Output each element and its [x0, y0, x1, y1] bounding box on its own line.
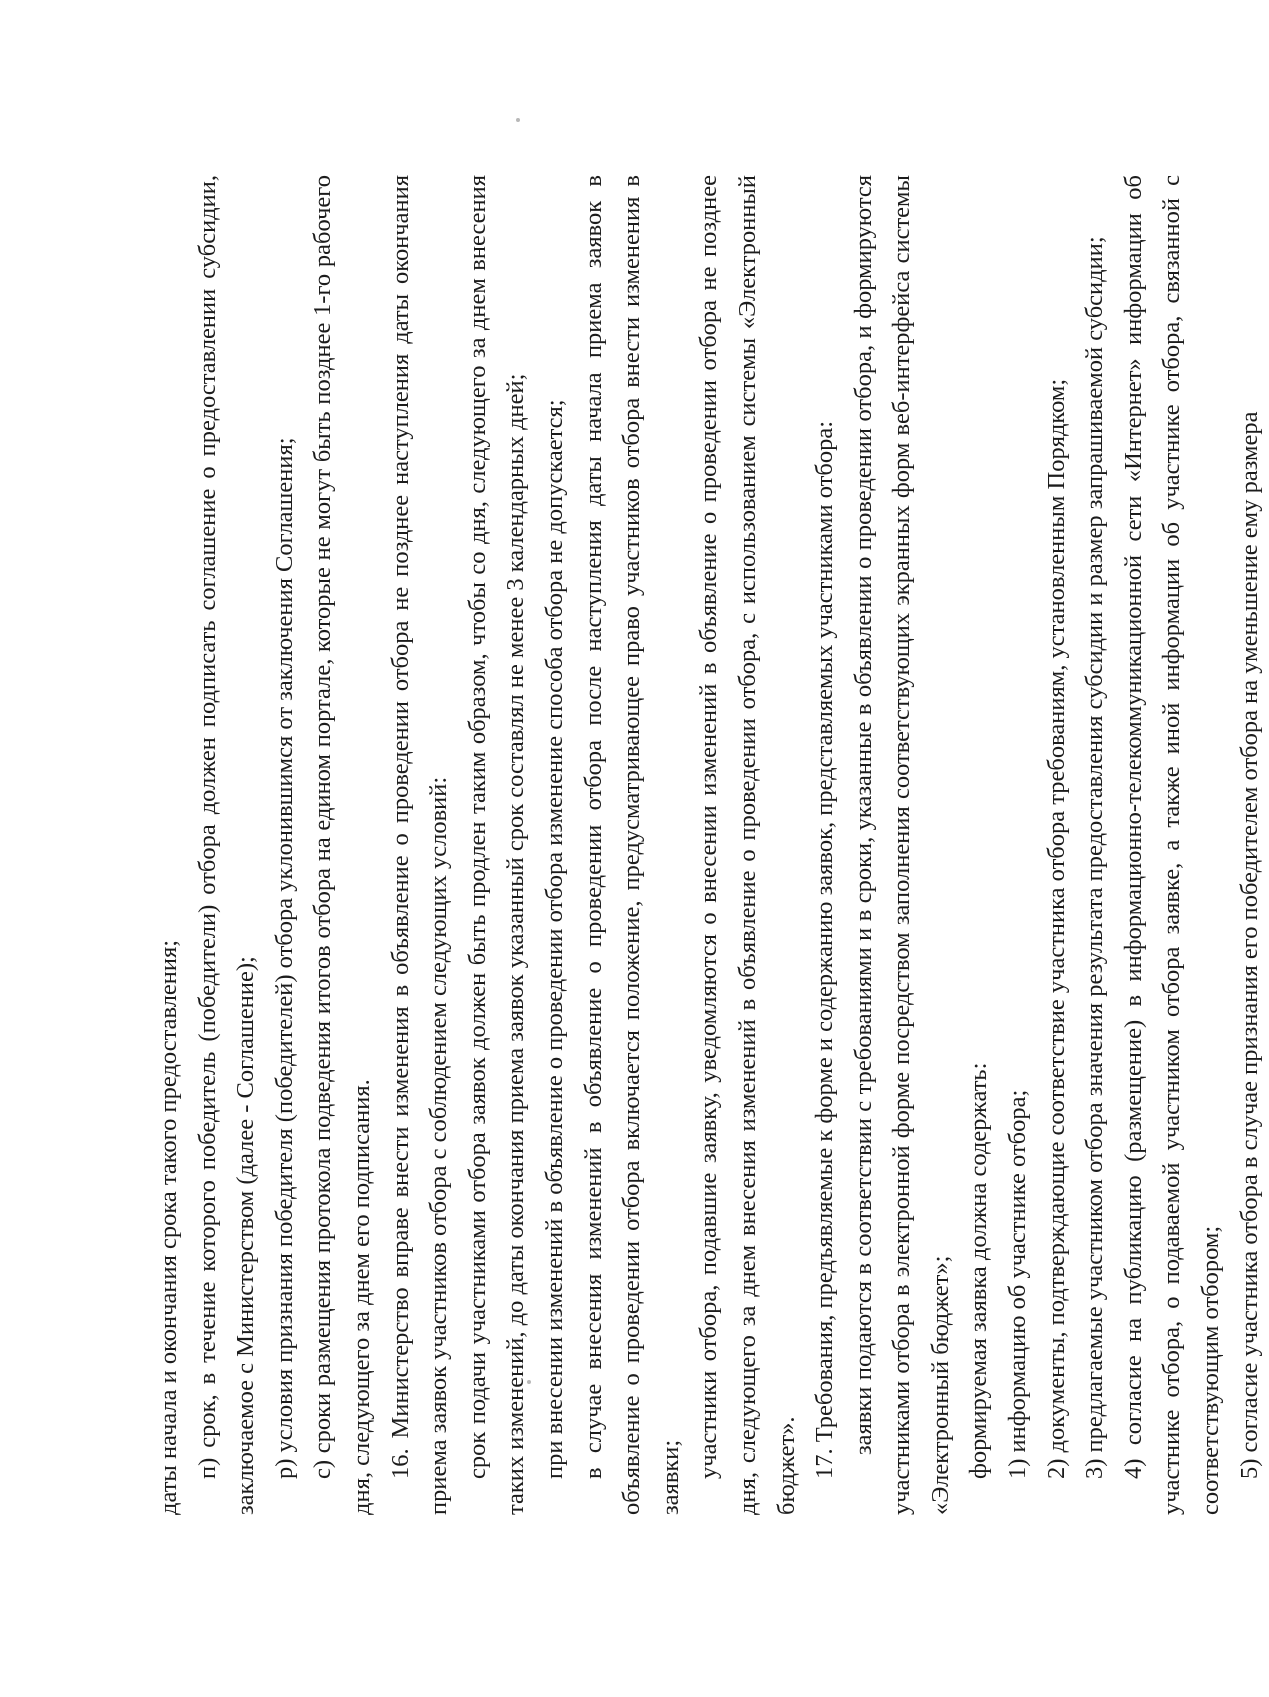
- paragraph: р) условия признания победителя (победителей) отбора уклонившимся от заключения Соглашения;: [270, 437, 298, 1479]
- paragraph: 2) документы, подтверждающие соответствие участника отбора требованиям, установленным Порядком;: [1042, 378, 1070, 1479]
- paragraph: срок подачи участниками отбора заявок должен быть продлен таким образом, чтобы со дня, следующего за днем внесения таких изменений, до даты окончания приема заявок указанный срок составлял не менее 3 календарных дней;: [463, 175, 530, 1515]
- paragraph: заявки подаются в соответствии с требованиями и в сроки, указанные в объявлении о проведении отбора, и формируются участниками отбора в электронной форме посредством заполнения соответствующих экранных форм веб-интерфейса системы «Электронный бюджет»;: [849, 175, 954, 1515]
- paragraph: 3) предлагаемые участником отбора значения результата предоставления субсидии и размер запрашиваемой субсидии;: [1081, 236, 1109, 1479]
- paragraph: с) сроки размещения протокола подведения итогов отбора на едином портале, которые не могут быть позднее 1-го рабочего дня, следующего за днем его подписания.: [309, 175, 375, 1515]
- paragraph: при внесении изменений в объявление о проведении отбора изменение способа отбора не допускается;: [540, 399, 568, 1479]
- scan-speck: [516, 118, 520, 122]
- paragraph: п) срок, в течение которого победитель (победители) отбора должен подписать соглашение о предоставлении субсидии, заключаемое с Министерством (далее - Соглашение);: [193, 175, 260, 1515]
- paragraph: 1) информацию об участнике отбора;: [1004, 1089, 1032, 1479]
- paragraph: 17. Требования, предъявляемые к форме и содержанию заявок, представляемых участниками отбора:: [811, 421, 839, 1479]
- document-text-block: [150, 175, 1263, 1515]
- paragraph: 5) согласие участника отбора в случае признания его победителем отбора на уменьшение ему размера: [1235, 411, 1263, 1479]
- paragraph: даты начала и окончания срока такого предоставления;: [155, 939, 182, 1515]
- paragraph: формируемая заявка должна содержать:: [965, 1062, 993, 1479]
- paragraph: участники отбора, подавшие заявку, уведомляются о внесении изменений в объявление о проведении отбора не позднее дня, следующего за днем внесения изменений в объявление о проведении отбора, с использованием системы «Электронный бюджет».: [695, 175, 800, 1515]
- paragraph: 16. Министерство вправе внести изменения в объявление о проведении отбора не позднее наступления даты окончания приема заявок участников отбора с соблюдением следующих условий:: [386, 175, 453, 1515]
- paragraph: 4) согласие на публикацию (размещение) в информационно-телекоммуникационной сети «Интернет» информации об участнике отбора, о подаваемой участником отбора заявке, а также иной информации об участнике отбора, связанной с соответствующим отбором;: [1119, 175, 1225, 1515]
- paragraph: в случае внесения изменений в объявление о проведении отбора после наступления даты начала приема заявок в объявление о проведении отбора включается положение, предусматривающее право участников отбора внести изменения в заявки;: [579, 175, 684, 1515]
